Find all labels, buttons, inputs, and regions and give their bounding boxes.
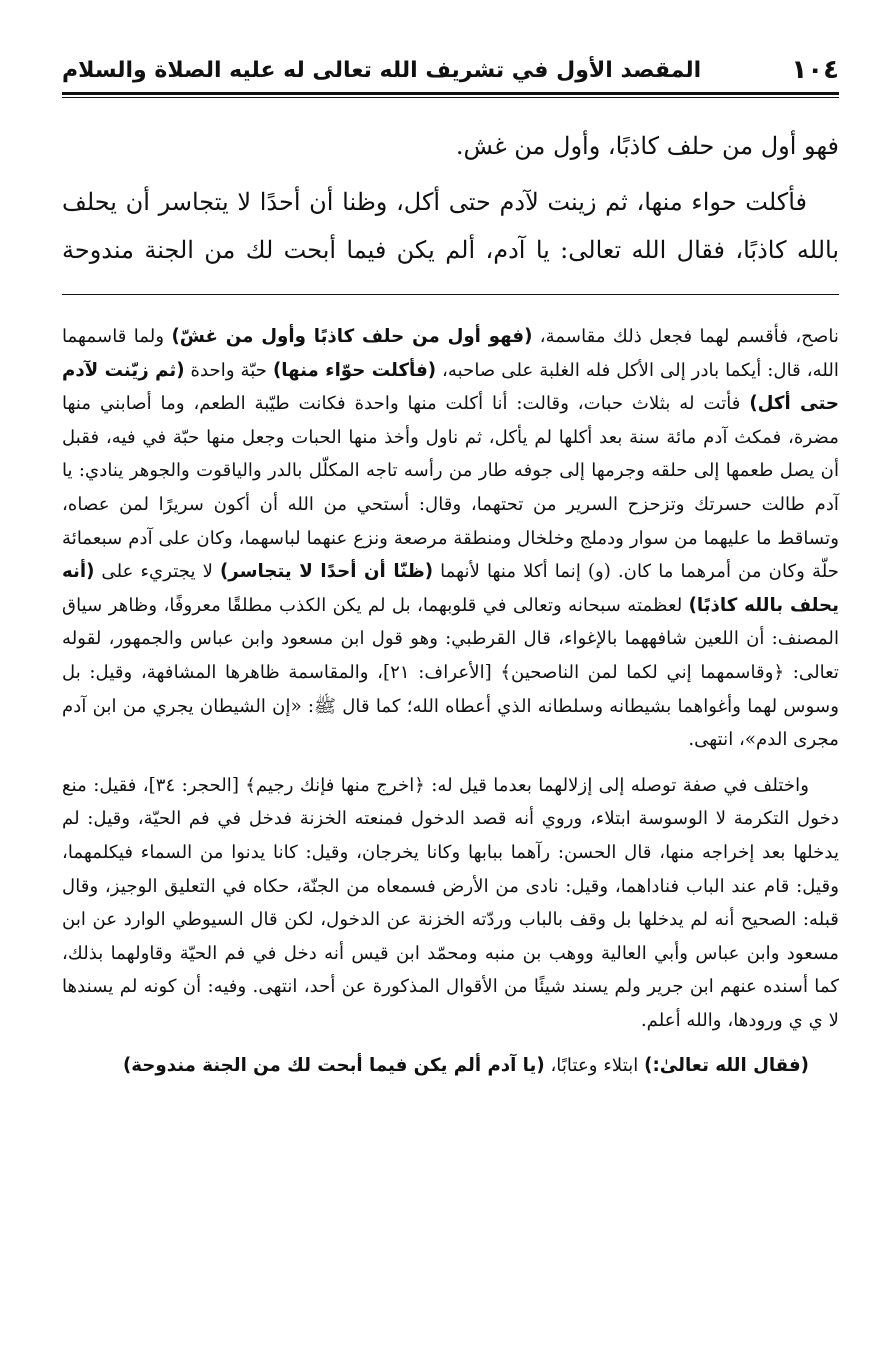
quoted-matn: (ظنّا أن أحدًا لا يتجاسر): [220, 561, 434, 583]
quoted-matn: (فقال الله تعالىٰ:): [644, 1055, 809, 1077]
main-paragraph: فأكلت حواء منها، ثم زينت لآدم حتى أكل، وظنا أن أحدًا لا يتجاسر أن يحلف بالله كاذبًا، فقال الله تعالى: يا آدم، ألم يكن فيما أبحت لك من الجنة مندوحة: [62, 188, 839, 264]
footnote-separator: [62, 294, 839, 295]
page-header: [62, 52, 839, 88]
commentary-text: لا يجتريء على: [94, 561, 220, 583]
commentary-paragraph-2: واختلف في صفة توصله إلى إزلالهما بعدما قيل له: ﴿اخرج منها فإنك رجيم﴾ [الحجر: ٣٤]، فقيل: منع دخول التكرمة لا الوسوسة ابتلاء، وروي أنه قصد الدخول فمنعته الخزنة فدخل في فم الحيّة، وقيل: لم يدخلها بعد إخراجه منها، قال الحسن: رآهما ببابها وكانا يخرجان، وقيل: كانا يدنوا من السماء فيكلمهما، وقيل: قام عند الباب فناداهما، وقيل: نادى من الأرض فسمعاه من الجنّة، حكاه في التعليق الوجيز، وقال قبله: الصحيح أنه لم يدخلها بل وقف بالباب وردّته الخزنة عن الدخول، لكن قال السيوطي الوارد عن ابن مسعود وابن عباس وأبي العالية ووهب بن منبه ومحمّد ابن قيس أنه دخل في فم الحيّة وقاولهما بذلك، كما أسنده عنهم ابن جرير ولم يسند شيئًا من الأقوال المذكورة عن أحد، انتهى. وفيه: أن كونه لم يسندها لا ي ي ورودها، والله أعلم.: [62, 774, 840, 1031]
commentary-text: لعظمته سبحانه وتعالى في قلوبهما، بل لم يكن الكذب مطلقًا معروفًا، وظاهر سياق المصنف: أن اللعين شافههما بالإغواء، قال القرطبي: وهو قول ابن مسعود وابن عباس والجمهور، لقوله تعالى: ﴿وقاسمهما إني لكما لمن الناصحين﴾ [الأعراف: ٢١]، والمقاسمة ظاهرها المشافهة، وقيل: بل وسوس لهما وأغواهما بشيطانه وسلطانه الذي أعطاه الله؛ كما قال ﷺ: «إن الشيطان يجري من ابن آدم مجرى الدم»، انتهى.: [62, 594, 839, 751]
main-text: [62, 122, 839, 274]
quoted-matn: (فهو أول من حلف كاذبًا وأول من غشّ): [171, 326, 533, 347]
commentary-text: ولما قاسمهما الله، قال: أيكما بادر إلى الأكل فله الغلبة على صاحبه،: [62, 326, 839, 381]
commentary: [62, 320, 839, 1083]
commentary-paragraph-1: [62, 320, 839, 757]
commentary-text: فأتت له بثلاث حبات، وقالت: أنا أكلت منها واحدة فكانت طيّبة الطعم، وما أصابني منها مضرة، فمكث آدم مائة سنة بعد أكلها لم يأكل، ثم ناول وأخذ منها الحبات وجعل منها حبّة في فيه، فقبل أن يصل طعمها إلى حلقه وجرمها إلى جوفه طار من رأسه تاجه المكلّل بالدر والياقوت والجوهر ينادي: يا آدم طالت حسرتك وتزحزح السرير من تحتهما، وقال: أستحي من الله أن أكون سريرًا لمن عصاه، وتساقط ما عليهما من سوار ودملج وخلخال ومنطقة مرصعة ونزع عنهما لباسهما، وكان على آدم سبعمائة حلّة وكان من أمرهما ما كان. (و) إنما أكلا منها لأنهما: [62, 393, 839, 583]
header-rule: [62, 92, 839, 95]
running-title: المقصد الأول في تشريف الله تعالى له عليه الصلاة والسلام: [62, 57, 702, 83]
quoted-matn: (فأكلت حوّاء منها): [272, 359, 437, 381]
commentary-text: ناصح، فأقسم لهما فجعل ذلك مقاسمة،: [532, 326, 839, 347]
page-number: ١٠٤: [791, 55, 839, 85]
commentary-text: حبّة واحدة: [184, 359, 273, 381]
commentary-text: ابتلاء وعتابًا،: [544, 1055, 645, 1077]
quoted-matn: (يا آدم ألم يكن فيما أبحت لك من الجنة مندوحة): [122, 1055, 545, 1077]
header-rule-thin: [62, 97, 839, 98]
quoted-matn: (أنه يحلف بالله كاذبًا): [62, 561, 839, 616]
commentary-paragraph-3: [62, 1049, 839, 1083]
main-line: فهو أول من حلف كاذبًا، وأول من غش.: [455, 132, 839, 160]
quoted-matn: (ثم زيّنت لآدم حتى أكل): [62, 359, 839, 415]
